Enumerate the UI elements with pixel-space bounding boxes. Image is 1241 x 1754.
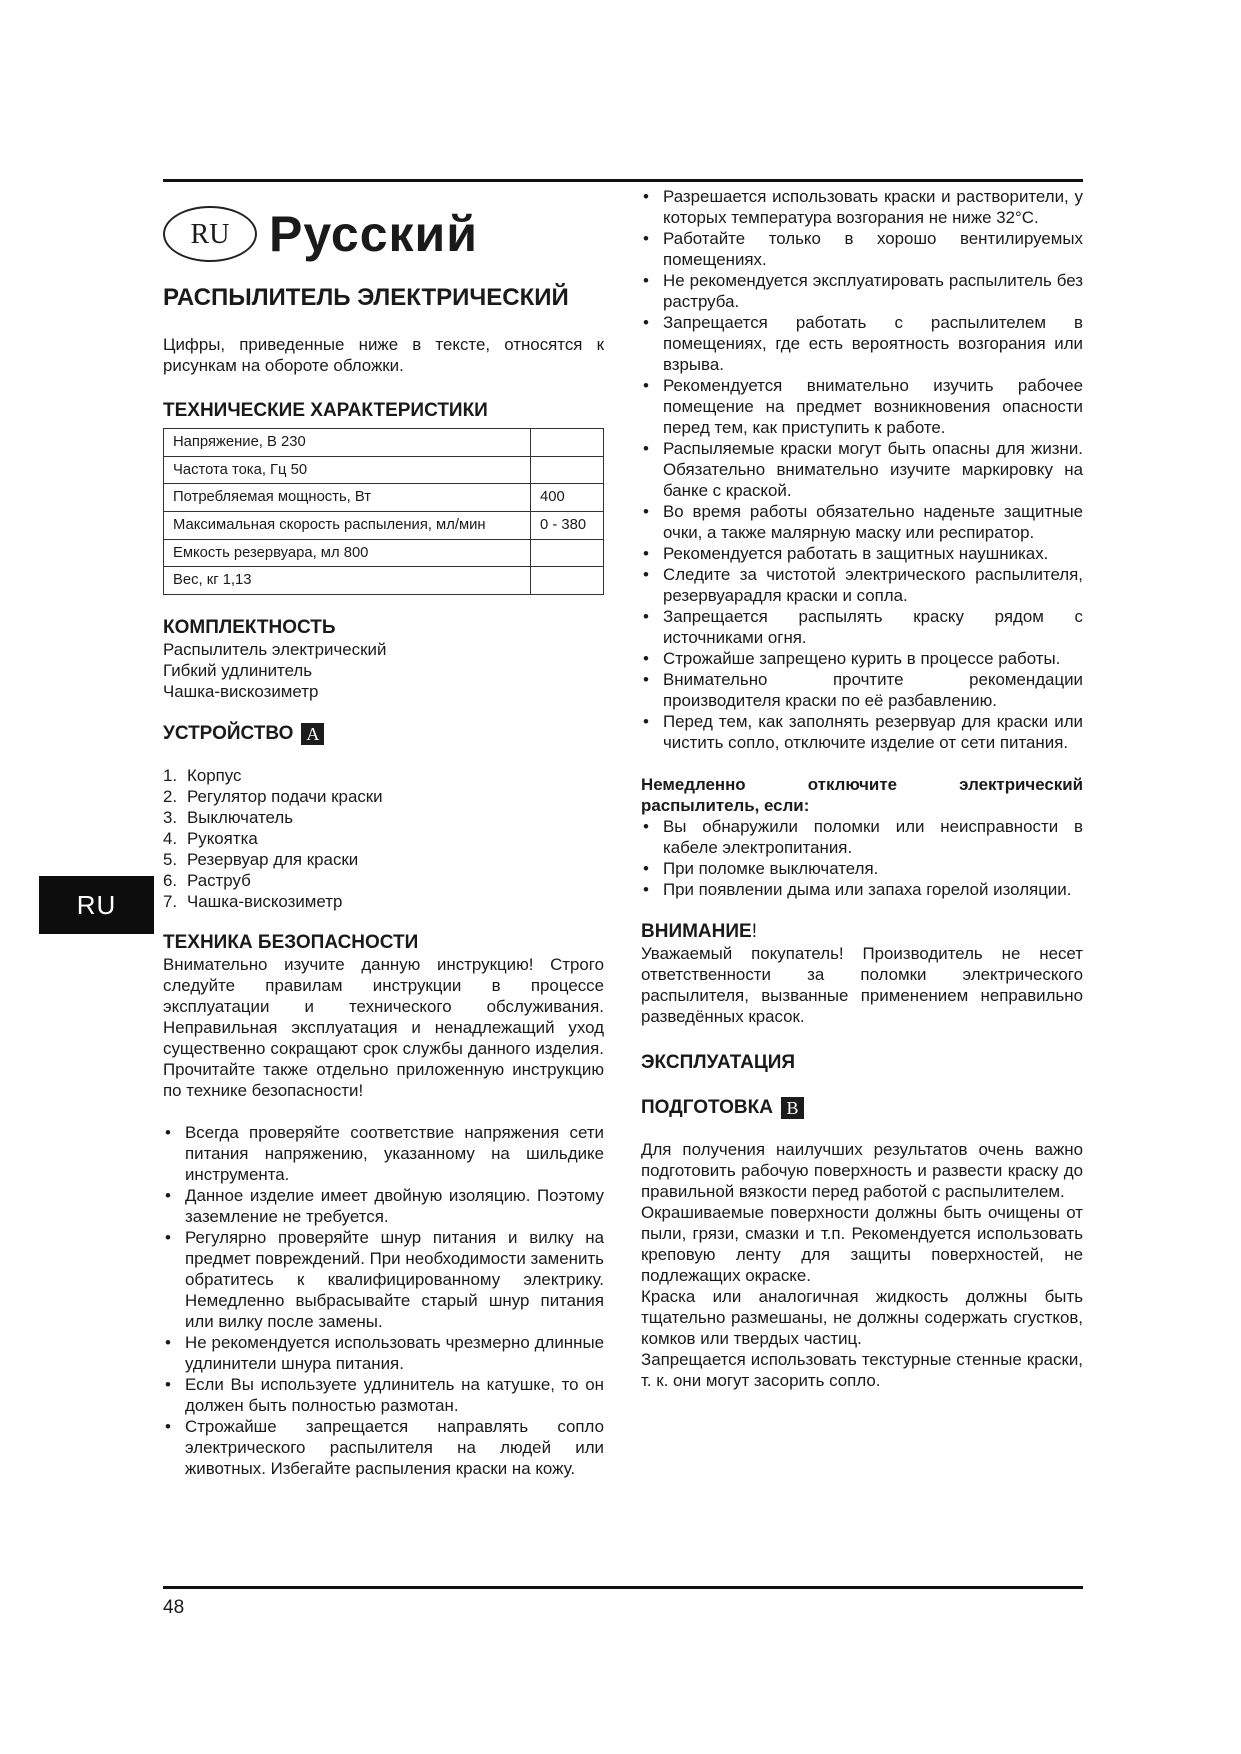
list-item: • Не рекомендуется эксплуатировать распылитель без раструба.	[641, 270, 1083, 312]
list-item: 7. Чашка-вискозиметр	[163, 892, 343, 912]
list-item: • Рекомендуется работать в защитных наушниках.	[641, 543, 1083, 564]
device-heading	[163, 722, 604, 745]
list-item: • Регулярно проверяйте шнур питания и вилку на предмет повреждений. При необходимости заменить обратитесь к квалифицированному электрику. Немедленно выбрасывайте старый шнур питания или вилку после замены.	[163, 1227, 604, 1332]
list-item: Чашка-вискозиметр	[163, 682, 319, 702]
specs-heading: ТЕХНИЧЕСКИЕ ХАРАКТЕРИСТИКИ	[163, 400, 488, 421]
safety-heading: ТЕХНИКА БЕЗОПАСНОСТИ	[163, 932, 419, 954]
device-parts-list	[163, 765, 604, 912]
page-number: 48	[163, 1597, 185, 1618]
list-item: • Распыляемые краски могут быть опасны для жизни. Обязательно внимательно изучите маркировку на банке с краской.	[641, 438, 1083, 501]
language-header	[163, 206, 604, 262]
list-item: • Строжайше запрещается направлять сопло электрического распылителя на людей или животных. Избегайте распыления краски на кожу.	[163, 1416, 604, 1479]
list-item: • Вы обнаружили поломки или неисправности в кабеле электропитания.	[641, 816, 1083, 858]
shutdown-list	[641, 816, 1083, 900]
warning-text: Уважаемый покупатель! Производитель не несет ответственности за поломки электрического распылителя, вызванные применением неправильно разведённых красок.	[641, 944, 1083, 1026]
kit-heading: КОМПЛЕКТНОСТЬ	[163, 617, 336, 639]
spec-value: 400	[531, 484, 604, 512]
figure-badge-a: A	[301, 723, 324, 745]
specs-table	[163, 428, 604, 595]
top-rule	[163, 179, 1083, 182]
figure-badge-b: B	[781, 1097, 804, 1119]
preparation-text	[641, 1139, 1083, 1391]
right-column	[641, 186, 1083, 1391]
spec-label: Частота тока, Гц 50	[164, 456, 531, 484]
list-item: • Не рекомендуется использовать чрезмерно длинные удлинители шнура питания.	[163, 1332, 604, 1374]
list-item: 2. Регулятор подачи краски	[163, 787, 383, 807]
spec-label: Емкость резервуара, мл 800	[164, 539, 531, 567]
list-item: • Перед тем, как заполнять резервуар для краски или чистить сопло, отключите изделие от сети питания.	[641, 711, 1083, 753]
list-item: • Следите за чистотой электрического распылителя, резервуарадля краски и сопла.	[641, 564, 1083, 606]
warning-heading: ВНИМАНИЕ!	[641, 921, 757, 942]
spec-label: Вес, кг 1,13	[164, 567, 531, 595]
table-row	[164, 456, 604, 484]
preparation-heading: ПОДГОТОВКА B	[641, 1096, 1083, 1119]
list-item: • Работайте только в хорошо вентилируемых помещениях.	[641, 228, 1083, 270]
list-item: • Всегда проверяйте соответствие напряжения сети питания напряжению, указанному на шильдике инструмента.	[163, 1122, 604, 1185]
list-item: 5. Резервуар для краски	[163, 850, 359, 870]
list-item: • При появлении дыма или запаха горелой изоляции.	[641, 879, 1083, 900]
safety-list-left	[163, 1122, 604, 1479]
list-item: • Запрещается распылять краску рядом с источниками огня.	[641, 606, 1083, 648]
table-row	[164, 567, 604, 595]
kit-list	[163, 639, 604, 702]
spec-value	[531, 456, 604, 484]
list-item: 3. Выключатель	[163, 808, 293, 828]
language-code-badge: RU	[163, 206, 257, 262]
spec-value: 0 - 380	[531, 512, 604, 540]
preparation-paragraph: Окрашиваемые поверхности должны быть очищены от пыли, грязи, смазки и т.п. Рекомендуется использовать креповую ленту для защиты поверхностей, не подлежащих окраске.	[641, 1203, 1083, 1285]
operation-heading: ЭКСПЛУАТАЦИЯ	[641, 1052, 796, 1073]
list-item: • При поломке выключателя.	[641, 858, 1083, 879]
document-title: РАСПЫЛИТЕЛЬ ЭЛЕКТРИЧЕСКИЙ	[163, 284, 569, 311]
preparation-paragraph: Запрещается использовать текстурные стенные краски, т. к. они могут засорить сопло.	[641, 1350, 1083, 1390]
list-item: Распылитель электрический	[163, 640, 387, 660]
list-item: Гибкий удлинитель	[163, 661, 313, 681]
table-row	[164, 484, 604, 512]
bottom-rule	[163, 1586, 1083, 1589]
spec-value	[531, 539, 604, 567]
list-item: 6. Раструб	[163, 871, 251, 891]
list-item: 4. Рукоятка	[163, 829, 258, 849]
left-column	[163, 186, 604, 1479]
language-side-tab: RU	[39, 876, 154, 934]
spec-label: Максимальная скорость распыления, мл/мин	[164, 512, 531, 540]
list-item: • Внимательно прочтите рекомендации производителя краски по её разбавлению.	[641, 669, 1083, 711]
safety-intro: Внимательно изучите данную инструкцию! Строго следуйте правилам инструкции в процессе эксплуатации и технического обслуживания. Неправильная эксплуатация и ненадлежащий уход существенно сокращают срок службы данного изделия. Прочитайте также отдельно приложенную инструкцию по технике безопасности!	[163, 955, 604, 1101]
list-item: 1. Корпус	[163, 766, 242, 786]
spec-label: Напряжение, В 230	[164, 429, 531, 457]
device-heading-text: УСТРОЙСТВО	[163, 723, 294, 745]
list-item: • Рекомендуется внимательно изучить рабочее помещение на предмет возникновения опасности перед тем, как приступить к работе.	[641, 375, 1083, 438]
spec-value	[531, 567, 604, 595]
list-item: • Разрешается использовать краски и растворители, у которых температура возгорания не ниже 32°С.	[641, 186, 1083, 228]
list-item: • Если Вы используете удлинитель на катушке, то он должен быть полностью размотан.	[163, 1374, 604, 1416]
table-row	[164, 512, 604, 540]
list-item: • Запрещается работать с распылителем в помещениях, где есть вероятность возгорания или взрыва.	[641, 312, 1083, 375]
spec-value	[531, 429, 604, 457]
list-item: • Во время работы обязательно наденьте защитные очки, а также малярную маску или респиратор.	[641, 501, 1083, 543]
preparation-paragraph: Для получения наилучших результатов очень важно подготовить рабочую поверхность и развести краску до правильной вязкости перед работой с распылителем.	[641, 1140, 1083, 1201]
list-item: • Строжайше запрещено курить в процессе работы.	[641, 648, 1083, 669]
preparation-paragraph: Краска или аналогичная жидкость должны быть тщательно размешаны, не должны содержать сгустков, комков или твердых частиц.	[641, 1287, 1083, 1348]
intro-paragraph: Цифры, приведенные ниже в тексте, относятся к рисункам на обороте обложки.	[163, 335, 604, 375]
spec-label: Потребляемая мощность, Вт	[164, 484, 531, 512]
table-row	[164, 539, 604, 567]
shutdown-heading: Немедленно отключите электрический распылитель, если:	[641, 775, 1083, 815]
list-item: • Данное изделие имеет двойную изоляцию. Поэтому заземление не требуется.	[163, 1185, 604, 1227]
safety-list-right	[641, 186, 1083, 753]
table-row	[164, 429, 604, 457]
language-name: Русский	[269, 205, 479, 262]
